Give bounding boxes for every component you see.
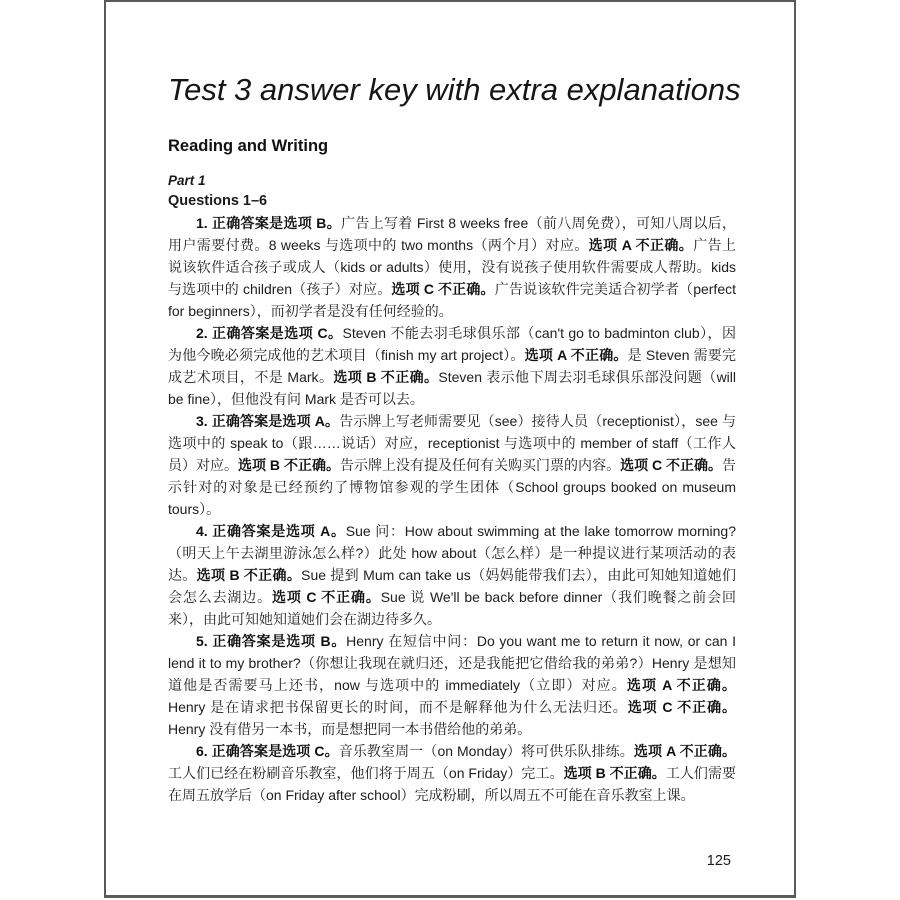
answer-verdict-text: 4. 正确答案是选项 A。 <box>196 522 346 539</box>
questions-label: Questions 1–6 <box>168 192 268 209</box>
answer-verdict-text: 1. 正确答案是选项 B。 <box>196 214 342 231</box>
answer-verdict-text: 选项 B 不正确。 <box>238 456 340 473</box>
explanation-text: Henry 是在请求把书保留更长的时间，而不是解释他为什么无法归还。 <box>168 698 628 715</box>
explanation-paragraph <box>168 212 736 322</box>
explanation-text: 告示针对的对象是已经预约了博物馆参观的学生团体（School groups booked on museum tours）。 <box>168 456 737 517</box>
page-title: Test 3 answer key with extra explanations <box>168 72 741 107</box>
explanation-text: 广告上说该软件适合孩子或成人（kids or adults）使用，没有说孩子使用软件需要成人帮助。kids 与选项中的 children（孩子）对应。 <box>168 236 736 297</box>
section-heading: Reading and Writing <box>168 136 329 155</box>
explanation-text: 工人们已经在粉刷音乐教室，他们将于周五（on Friday）完工。 <box>168 764 564 781</box>
answer-verdict-text: 5. 正确答案是选项 B。 <box>196 632 347 649</box>
explanation-paragraph <box>168 740 736 806</box>
answer-verdict-text: 选项 C 不正确。 <box>620 456 723 473</box>
explanation-paragraph <box>168 410 736 520</box>
explanation-text: 广告说该软件完美适合初学者（perfect for beginners），而初学者是没有任何经验的。 <box>168 280 736 319</box>
answer-verdict-text: 3. 正确答案是选项 A。 <box>196 412 340 429</box>
page-number: 125 <box>706 853 731 869</box>
explanation-text: Henry 没有借另一本书，而是想把同一本书借给他的弟弟。 <box>168 720 532 737</box>
answer-verdict-text: 选项 B 不正确。 <box>333 368 439 385</box>
explanation-text: Sue 问：How about swimming at the lake tomorrow morning?（明天上午去湖里游泳怎么样?）此处 how about（怎么样）是一种提议进行某项活动的表达。 <box>168 522 736 583</box>
explanation-text: Steven 不能去羽毛球俱乐部（can't go to badminton club），因为他今晚必须完成他的艺术项目（finish my art project）。 <box>168 324 736 363</box>
explanation-text: 是 Steven 需要完成艺术项目，不是 Mark。 <box>168 346 737 385</box>
answer-verdict-text: 2. 正确答案是选项 C。 <box>196 324 343 341</box>
answer-verdict-text: 选项 C 不正确。 <box>271 588 381 605</box>
explanation-text: Sue 提到 Mum can take us（妈妈能带我们去），由此可知她知道她们会怎么去湖边。 <box>168 566 736 605</box>
explanation-text: Henry 在短信中问：Do you want me to return it now, or can I lend it to my brother?（你想让我现在就归还，还是我能把它借给我的弟弟?）Henry 是想知道他是否需要马上还书，now 与选项中的 immediately（立即）对应。 <box>168 632 736 693</box>
answer-verdict-text: 6. 正确答案是选项 C。 <box>196 742 339 759</box>
explanation-text: Sue 说 We'll be back before dinner（我们晚餐之前会回来），由此可知她知道她们会在湖边待多久。 <box>168 588 737 627</box>
explanation-paragraph <box>168 520 736 630</box>
explanation-text: 广告上写着 First 8 weeks free（前八周免费），可知八周以后，用户需要付费。8 weeks 与选项中的 two months（两个月）对应。 <box>168 214 736 253</box>
part-label: Part 1 <box>168 172 206 188</box>
explanation-text: 音乐教室周一（on Monday）将可供乐队排练。 <box>338 742 634 759</box>
answer-verdict-text: 选项 B 不正确。 <box>196 566 302 583</box>
explanation-text: 告示牌上写老师需要见（see）接待人员（receptionist），see 与选项中的 speak to（跟……说话）对应，receptionist 与选项中的 member of staff（工作人员）对应。 <box>168 412 736 473</box>
explanation-paragraph <box>168 630 736 740</box>
explanation-paragraph <box>168 322 736 410</box>
answer-verdict-text: 选项 A 不正确。 <box>626 676 736 693</box>
answer-verdict-text: 选项 B 不正确。 <box>563 764 666 781</box>
book-page <box>104 0 796 898</box>
explanations-body <box>168 212 736 806</box>
answer-verdict-text: 选项 C 不正确。 <box>391 280 495 297</box>
explanation-text: Steven 表示他下周去羽毛球俱乐部没问题（will be fine），但他没有问 Mark 是否可以去。 <box>168 368 737 407</box>
answer-verdict-text: 选项 A 不正确。 <box>633 742 736 759</box>
explanation-text: 告示牌上没有提及任何有关购买门票的内容。 <box>339 456 621 473</box>
answer-verdict-text: 选项 A 不正确。 <box>524 346 628 363</box>
answer-verdict-text: 选项 A 不正确。 <box>588 236 694 253</box>
answer-verdict-text: 选项 C 不正确。 <box>627 698 737 715</box>
explanation-text: 工人们需要在周五放学后（on Friday after school）完成粉刷，所以周五不可能在音乐教室上课。 <box>168 764 737 803</box>
